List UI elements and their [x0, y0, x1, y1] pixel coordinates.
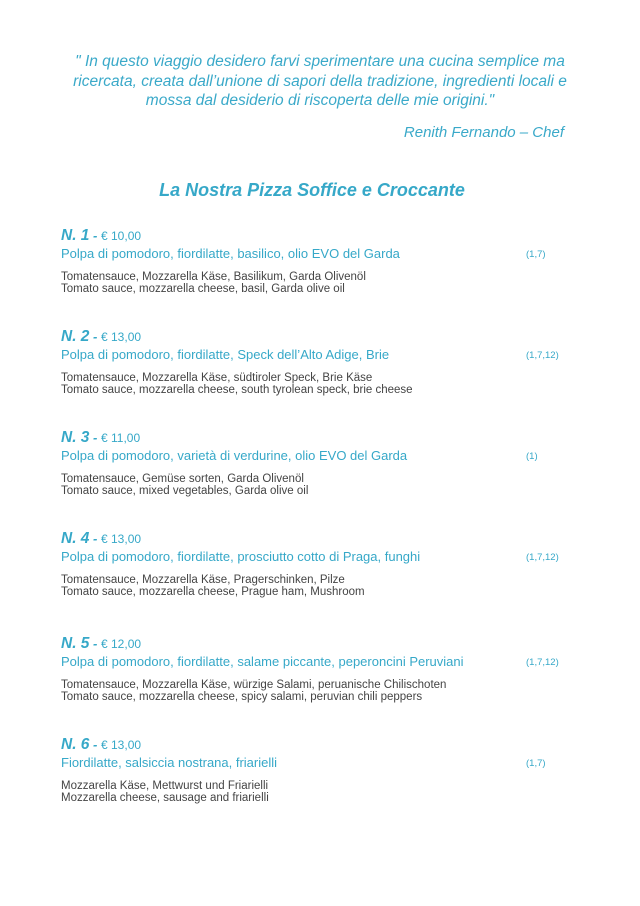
menu-item-price: € 13,00 — [101, 330, 142, 344]
menu-item-allergens: (1,7) — [526, 249, 546, 260]
menu-item-price: € 13,00 — [101, 738, 142, 752]
menu-item-allergens: (1) — [526, 451, 538, 462]
menu-item-italian-line — [61, 653, 571, 670]
menu-item-price: € 11,00 — [101, 431, 141, 445]
menu-item-italian-line — [61, 447, 571, 464]
menu-item-english: Tomato sauce, mozzarella cheese, Prague ham, Mushroom — [61, 585, 365, 598]
menu-item-italian: Fiordilatte, salsiccia nostrana, friarielli — [61, 755, 278, 770]
menu-item-header — [61, 736, 571, 754]
menu-item-german: Tomatensauce, Mozzarella Käse, Pragerschinken, Pilze — [61, 574, 345, 586]
chef-quote — [40, 52, 600, 111]
menu-item-italian: Polpa di pomodoro, fiordilatte, Speck dell’Alto Adige, Brie — [61, 347, 390, 362]
menu-item-price: € 10,00 — [101, 229, 142, 243]
menu-item-allergens: (1,7,12) — [526, 350, 559, 361]
menu-item-italian: Polpa di pomodoro, fiordilatte, basilico, olio EVO del Garda — [61, 246, 400, 261]
chef-quote-line: mossa dal desiderio di riscoperta delle mie origini." — [145, 92, 495, 109]
menu-item-price: € 12,00 — [101, 637, 142, 651]
menu-item-italian-line — [61, 548, 571, 565]
menu-item-number: N. 2 — [61, 328, 90, 345]
menu-item-separator: - — [89, 636, 101, 651]
menu-item-english: Tomato sauce, mixed vegetables, Garda olive oil — [61, 484, 309, 497]
menu-item-italian-line — [61, 346, 571, 363]
menu-item-separator: - — [89, 228, 101, 243]
menu-item — [61, 635, 571, 703]
menu-item-italian-line — [61, 754, 571, 771]
menu-item-number: N. 3 — [61, 429, 90, 446]
menu-item-header — [61, 429, 571, 447]
menu-item-allergens: (1,7,12) — [526, 552, 559, 563]
menu-item-number: N. 1 — [61, 227, 90, 244]
menu-item — [61, 328, 571, 396]
menu-item — [61, 736, 571, 804]
menu-item-italian: Polpa di pomodoro, varietà di verdurine, olio EVO del Garda — [61, 448, 408, 463]
menu-item-header — [61, 227, 571, 245]
menu-item-german: Tomatensauce, Mozzarella Käse, würzige Salami, peruanische Chilischoten — [61, 679, 447, 691]
menu-item-german: Mozzarella Käse, Mettwurst und Friarielli — [61, 780, 269, 792]
menu-item-italian-line — [61, 245, 571, 262]
menu-item-header — [61, 530, 571, 548]
menu-item-header — [61, 328, 571, 346]
menu-item-english: Tomato sauce, mozzarella cheese, south tyrolean speck, brie cheese — [61, 383, 413, 396]
section-title: La Nostra Pizza Soffice e Croccante — [159, 180, 465, 200]
menu-item-separator: - — [89, 329, 101, 344]
menu-item-separator: - — [89, 737, 101, 752]
menu-item-separator: - — [89, 531, 101, 546]
menu-item-allergens: (1,7,12) — [526, 657, 559, 668]
menu-item-header — [61, 635, 571, 653]
menu-item-italian: Polpa di pomodoro, fiordilatte, salame piccante, peperoncini Peruviani — [61, 654, 464, 669]
menu-item — [61, 227, 571, 295]
chef-quote-line: " In questo viaggio desidero farvi sperimentare una cucina semplice ma — [75, 53, 565, 70]
menu-item-price: € 13,00 — [101, 532, 142, 546]
menu-item-english: Tomato sauce, mozzarella cheese, spicy salami, peruvian chili peppers — [61, 690, 423, 703]
menu-item — [61, 530, 571, 598]
menu-item-separator: - — [89, 430, 101, 445]
chef-signature: Renith Fernando – Chef — [403, 124, 564, 141]
menu-item-german: Tomatensauce, Gemüse sorten, Garda Olivenöl — [61, 473, 304, 485]
menu-item-number: N. 4 — [61, 530, 90, 547]
menu-item-german: Tomatensauce, Mozzarella Käse, Basilikum, Garda Olivenöl — [61, 271, 366, 283]
menu-item-english: Tomato sauce, mozzarella cheese, basil, Garda olive oil — [61, 282, 345, 295]
menu-item-italian: Polpa di pomodoro, fiordilatte, prosciutto cotto di Praga, funghi — [61, 549, 421, 564]
menu-item — [61, 429, 571, 497]
menu-item-number: N. 6 — [61, 736, 90, 753]
menu-item-allergens: (1,7) — [526, 758, 546, 769]
menu-item-english: Mozzarella cheese, sausage and friarielli — [61, 791, 269, 804]
menu-item-number: N. 5 — [61, 635, 90, 652]
menu-item-german: Tomatensauce, Mozzarella Käse, südtiroler Speck, Brie Käse — [61, 372, 373, 384]
chef-quote-line: ricercata, creata dall’unione di sapori della tradizione, ingredienti locali e — [73, 72, 567, 90]
